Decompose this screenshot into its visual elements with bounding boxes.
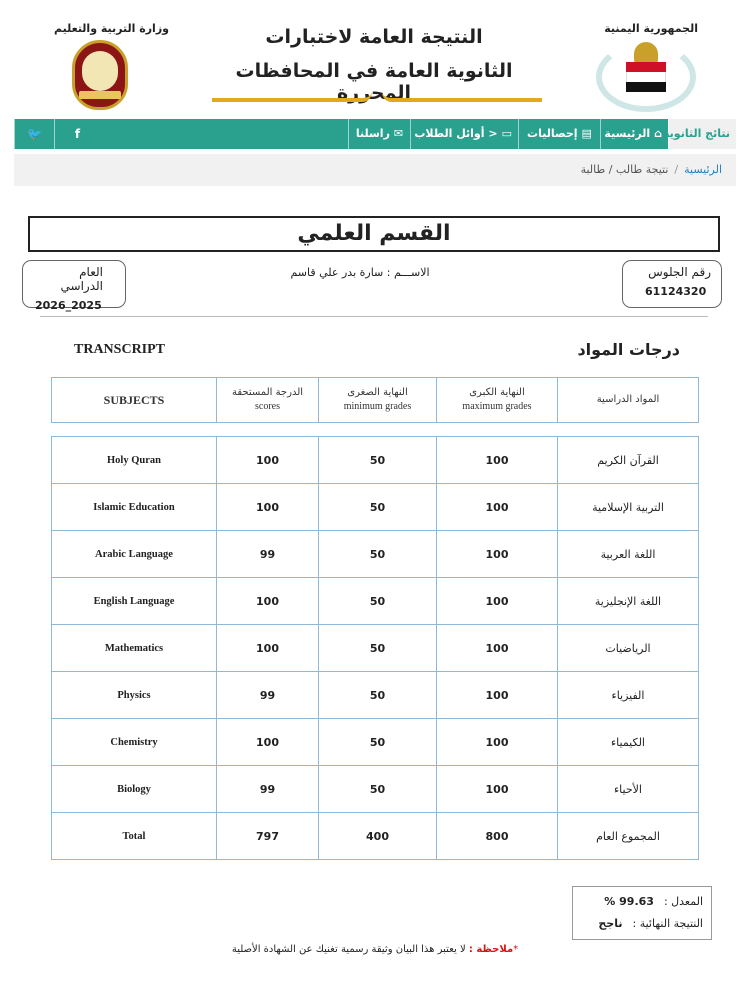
final-result-value: ناجح	[598, 917, 623, 930]
page-title-line1: النتيجة العامة لاختبارات	[265, 26, 483, 48]
average-value: 99.63 %	[604, 895, 654, 908]
result-summary-box	[572, 886, 712, 940]
score-cell: 99	[217, 531, 319, 578]
seat-number-label: رقم الجلوس	[648, 265, 711, 279]
nav-item-contact[interactable]	[348, 119, 410, 149]
min-grade-cell: 50	[319, 719, 437, 766]
subject-en-cell: Mathematics	[52, 625, 217, 672]
subject-en-cell: Holy Quran	[52, 437, 217, 484]
subject-ar-cell: الفيزياء	[558, 672, 699, 719]
max-grade-cell: 100	[437, 625, 558, 672]
min-grade-cell: 50	[319, 437, 437, 484]
national-emblem-logo	[596, 40, 696, 112]
grades-table	[51, 436, 699, 860]
col-scores	[217, 378, 319, 423]
breadcrumb	[14, 154, 736, 186]
grades-table-header	[51, 377, 699, 423]
min-grade-cell: 50	[319, 625, 437, 672]
col-subjects-ar: المواد الدراسية	[558, 378, 699, 423]
table-row	[52, 813, 699, 860]
col-min-en: minimum grades	[343, 401, 412, 412]
nav-item-statistics[interactable]	[518, 119, 600, 149]
twitter-icon[interactable]: 🐦	[14, 119, 54, 149]
max-grade-cell: 100	[437, 437, 558, 484]
min-grade-cell: 50	[319, 484, 437, 531]
subject-en-cell: English Language	[52, 578, 217, 625]
score-cell: 100	[217, 719, 319, 766]
col-max-en: maximum grades	[462, 401, 532, 412]
max-grade-cell: 100	[437, 766, 558, 813]
academic-year-box	[22, 260, 126, 312]
note-label: ملاحظة :	[468, 944, 514, 955]
subject-ar-cell: القرآن الكريم	[558, 437, 699, 484]
ministry-name: وزارة التربية والتعليم	[54, 22, 169, 35]
subject-en-cell: Islamic Education	[52, 484, 217, 531]
min-grade-cell: 400	[319, 813, 437, 860]
table-row	[52, 578, 699, 625]
section-title: القسم العلمي	[28, 216, 720, 252]
page-title-line2: الثانوية العامة في المحافظات المحررة	[235, 60, 513, 104]
score-cell: 100	[217, 437, 319, 484]
open-book-icon	[212, 88, 542, 106]
nav-item-secondary-results[interactable]	[663, 119, 736, 149]
col-scores-ar: الدرجة المستحقة	[231, 387, 304, 398]
seat-number-value: 61124320	[645, 285, 707, 298]
ministry-seal-logo	[72, 40, 128, 110]
subject-en-cell: Physics	[52, 672, 217, 719]
score-cell: 100	[217, 484, 319, 531]
col-subjects-en: SUBJECTS	[52, 378, 217, 423]
col-min-ar: النهاية الصغرى	[347, 387, 408, 398]
col-max-ar: النهاية الكبرى	[469, 387, 525, 398]
subject-en-cell: Chemistry	[52, 719, 217, 766]
table-row	[52, 766, 699, 813]
score-cell: 797	[217, 813, 319, 860]
subject-ar-cell: الأحياء	[558, 766, 699, 813]
nav-item-top-students[interactable]	[410, 119, 518, 149]
final-result-label: النتيجة النهائية :	[632, 917, 703, 930]
subject-ar-cell: اللغة الإنجليزية	[558, 578, 699, 625]
note-star: *	[513, 944, 519, 955]
student-name-label: الاســـم :	[386, 266, 430, 279]
facebook-icon[interactable]: f	[54, 119, 100, 149]
subject-ar-cell: المجموع العام	[558, 813, 699, 860]
score-cell: 99	[217, 672, 319, 719]
subject-en-cell: Total	[52, 813, 217, 860]
max-grade-cell: 100	[437, 672, 558, 719]
min-grade-cell: 50	[319, 766, 437, 813]
site-header	[14, 8, 736, 116]
max-grade-cell: 100	[437, 719, 558, 766]
disclaimer-note	[200, 944, 550, 955]
nav-label: نتائج الثانوية	[663, 127, 730, 140]
average-label: المعدل :	[663, 895, 703, 908]
score-cell: 100	[217, 578, 319, 625]
breadcrumb-home-link[interactable]: الرئيسية	[684, 163, 722, 176]
nav-label: إحصاليات	[527, 127, 578, 140]
subject-ar-cell: التربية الإسلامية	[558, 484, 699, 531]
subject-en-cell: Arabic Language	[52, 531, 217, 578]
nav-label: الرئيسية	[604, 127, 651, 140]
home-icon: ⌂	[654, 127, 662, 140]
mail-icon: ✉	[393, 127, 404, 140]
subject-en-cell: Biology	[52, 766, 217, 813]
academic-year-label: العام الدراسي	[60, 265, 103, 293]
min-grade-cell: 50	[319, 672, 437, 719]
transcript-heading-ar: درجات المواد	[577, 340, 680, 359]
min-grade-cell: 50	[319, 531, 437, 578]
min-grade-cell: 50	[319, 578, 437, 625]
student-name-row	[230, 266, 490, 279]
nav-label: < أوائل الطلاب	[414, 127, 498, 140]
score-cell: 100	[217, 625, 319, 672]
max-grade-cell: 100	[437, 484, 558, 531]
breadcrumb-current: نتيجة طالب / طالبة	[580, 163, 669, 176]
breadcrumb-separator: /	[674, 163, 679, 176]
max-grade-cell: 800	[437, 813, 558, 860]
monitor-icon: ▭	[501, 127, 512, 140]
col-scores-en: scores	[255, 401, 280, 412]
average-row	[573, 891, 703, 913]
transcript-heading-en: TRANSCRIPT	[74, 342, 166, 357]
table-row	[52, 484, 699, 531]
nav-label: راسلنا	[355, 127, 390, 140]
table-row	[52, 672, 699, 719]
col-max	[437, 378, 558, 423]
stats-icon: ▤	[581, 127, 592, 140]
republic-name: الجمهورية اليمنية	[604, 22, 698, 35]
col-min	[319, 378, 437, 423]
note-text: لا يعتبر هذا البيان وثيقة رسمية تغنيك عن الشهادة الأصلية	[231, 944, 466, 955]
main-nav	[14, 119, 736, 149]
subject-ar-cell: الكيمياء	[558, 719, 699, 766]
table-row	[52, 719, 699, 766]
academic-year-value: 2026_2025	[35, 299, 102, 312]
final-result-row	[573, 913, 703, 935]
table-row	[52, 437, 699, 484]
student-name-value: سارة بدر علي قاسم	[290, 266, 384, 279]
subject-ar-cell: الرياضيات	[558, 625, 699, 672]
table-row	[52, 531, 699, 578]
table-row	[52, 625, 699, 672]
max-grade-cell: 100	[437, 578, 558, 625]
max-grade-cell: 100	[437, 531, 558, 578]
score-cell: 99	[217, 766, 319, 813]
seat-number-box	[622, 260, 722, 308]
subject-ar-cell: اللغة العربية	[558, 531, 699, 578]
divider	[40, 316, 708, 317]
nav-item-home[interactable]	[600, 119, 668, 149]
